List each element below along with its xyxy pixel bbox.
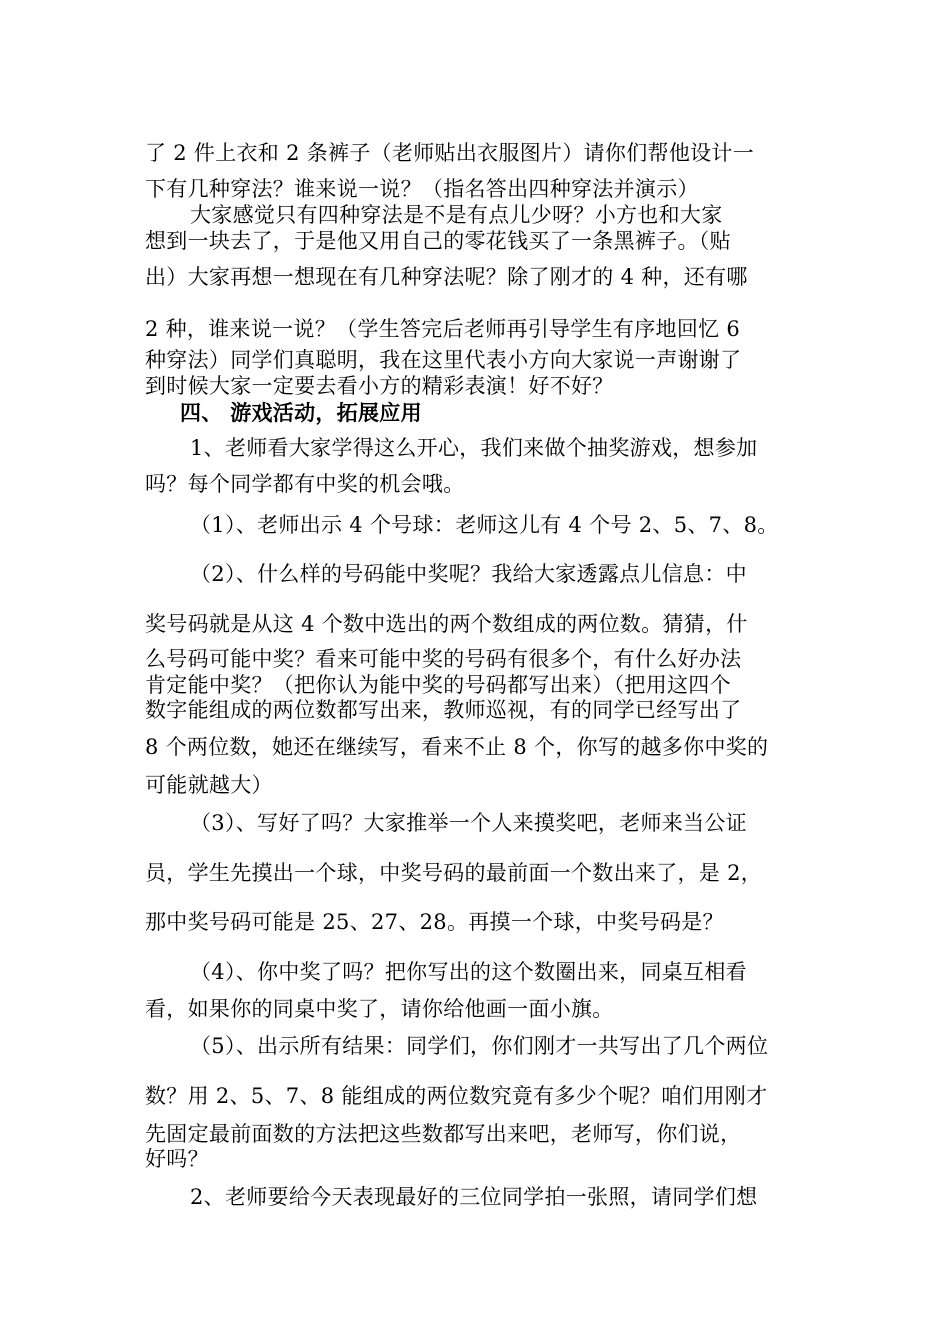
text-line: 了 2 件上衣和 2 条裤子（老师贴出衣服图片）请你们帮他设计一 (145, 141, 755, 165)
text-line: 奖号码就是从这 4 个数中选出的两个数组成的两位数。猜猜，什 (145, 612, 748, 636)
text-line: 数字能组成的两位数都写出来，教师巡视，有的同学已经写出了 (145, 698, 742, 722)
text-line: 大家感觉只有四种穿法是不是有点儿少呀？小方也和大家 (190, 203, 723, 227)
text-line: 吗？每个同学都有中奖的机会哦。 (145, 472, 465, 496)
text-line: 先固定最前面数的方法把这些数都写出来吧，老师写，你们说， (145, 1122, 742, 1146)
text-line: 下有几种穿法？谁来说一说？（指名答出四种穿法并演示） (145, 177, 699, 201)
text-line: （1）、老师出示 4 个号球：老师这儿有 4 个号 2、5、7、8。 (190, 513, 779, 537)
text-line: 可能就越大） (145, 773, 273, 797)
text-line: 2、老师要给今天表现最好的三位同学拍一张照，请同学们想 (190, 1185, 758, 1209)
text-line: 看，如果你的同桌中奖了，请你给他画一面小旗。 (145, 997, 614, 1021)
text-line: 么号码可能中奖？看来可能中奖的号码有很多个，有什么好办法 (145, 647, 742, 671)
text-line: 数？用 2、5、7、8 能组成的两位数究竟有多少个呢？咱们用刚才 (145, 1084, 768, 1108)
text-line: 1、老师看大家学得这么开心，我们来做个抽奖游戏，想参加 (190, 436, 758, 460)
text-line: 肯定能中奖？（把你认为能中奖的号码都写出来）（把用这四个 (145, 673, 731, 697)
text-line: （5）、出示所有结果：同学们，你们刚才一共写出了几个两位 (190, 1034, 769, 1058)
text-line: 员，学生先摸出一个球，中奖号码的最前面一个数出来了，是 2， (145, 861, 763, 885)
section-heading: 四、 游戏活动，拓展应用 (180, 400, 422, 425)
text-line: （2）、什么样的号码能中奖呢？我给大家透露点儿信息：中 (190, 562, 747, 586)
text-line: 出）大家再想一想现在有几种穿法呢？除了刚才的 4 种，还有哪 (145, 265, 748, 289)
text-line: 想到一块去了，于是他又用自己的零花钱买了一条黑裤子。（贴 (145, 229, 731, 253)
text-line: 种穿法）同学们真聪明，我在这里代表小方向大家说一声谢谢了 (145, 348, 742, 372)
text-line: （4）、你中奖了吗？把你写出的这个数圈出来，同桌互相看 (190, 960, 747, 984)
text-line: 到时候大家一定要去看小方的精彩表演！好不好？ (145, 374, 614, 398)
text-line: 8 个两位数，她还在继续写，看来不止 8 个，你写的越多你中奖的 (145, 735, 769, 759)
text-line: 好吗？ (145, 1147, 209, 1171)
text-line: （3）、写好了吗？大家推举一个人来摸奖吧，老师来当公证 (190, 811, 747, 835)
text-line: 2 种，谁来说一说？（学生答完后老师再引导学生有序地回忆 6 (145, 317, 741, 341)
text-line: 那中奖号码可能是 25、27、28。再摸一个球，中奖号码是？ (145, 910, 724, 934)
